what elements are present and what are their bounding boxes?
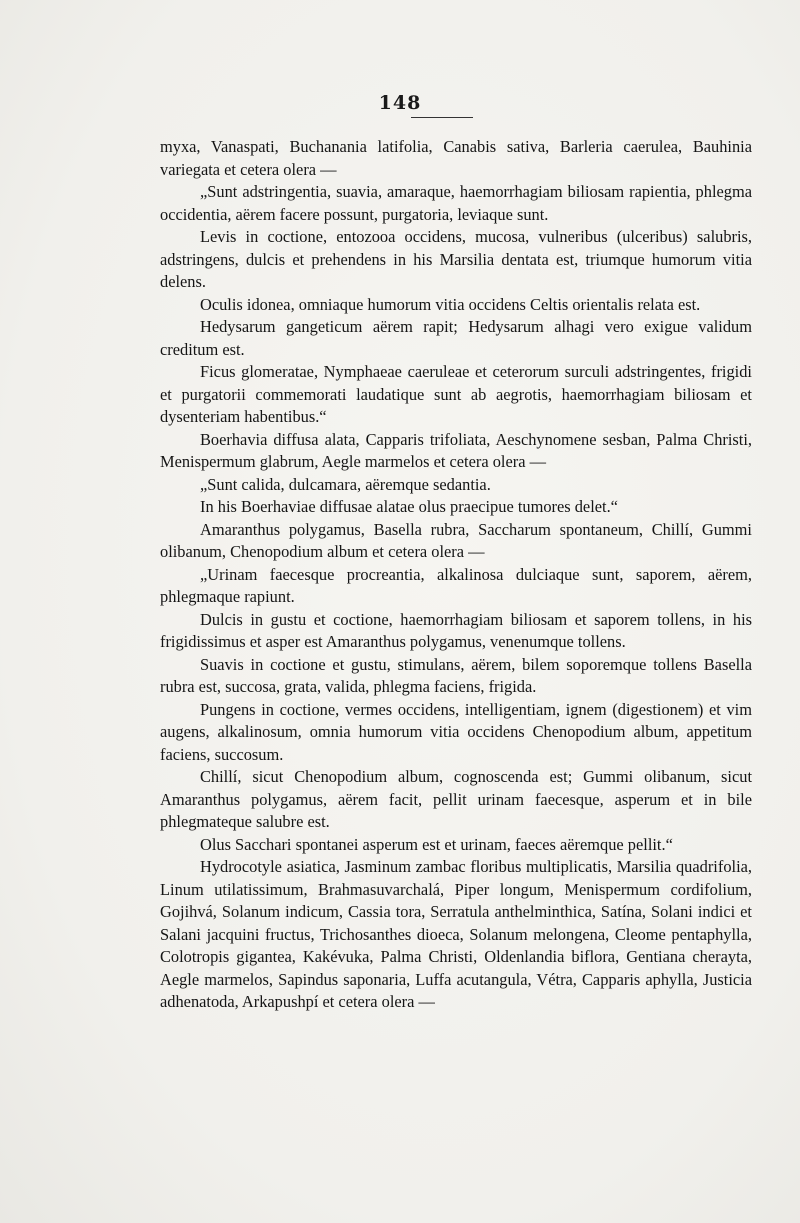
paragraph: Dulcis in gustu et coctione, haemorrhagiam biliosam et saporem tollens, in his frigidissimus et asper est Amaranthus polygamus, venenumque tollens. bbox=[160, 609, 752, 651]
paragraph: „Sunt calida, dulcamara, aëremque sedantia. bbox=[200, 474, 491, 494]
paragraph: Chillí, sicut Chenopodium album, cognoscenda est; Gummi olibanum, sicut Amaranthus polygamus, aërem facit, pellit urinam faecesque, asperum et in bile phlegmateque salubre est. bbox=[160, 767, 752, 831]
page-number-rule bbox=[411, 117, 473, 118]
page-number: 148 bbox=[378, 92, 422, 114]
paragraph: In his Boerhaviae diffusae alatae olus praecipue tumores delet.“ bbox=[200, 497, 618, 516]
paragraph: Oculis idonea, omniaque humorum vitia occidens Celtis orientalis relata est. bbox=[200, 294, 701, 314]
paragraph: Hydrocotyle asiatica, Jasminum zambac floribus multiplicatis, Marsilia quadrifolia, Linum utilatissimum, Brahmasuvarchalá, Piper longum, Menispermum cordifolium, Gojihvá, Solanum indicum, Cassia tora, Serratula anthelminthica, Satína, Solani indici et Salani jacquini fructus, Trichosanthes dioeca, Solanum melongena, Cleome pentaphylla, Colotropis gigantea, Kakévuka, Palma Christi, Oldenlandia biflora, Gentiana cherayta, Aegle marmelos, Sapindus saponaria, Luffa acutangula, Vétra, Capparis aphylla, Justicia adhenatoda, Arkapushpí et cetera olera — bbox=[160, 857, 752, 1011]
paragraph: Ficus glomeratae, Nymphaeae caeruleae et ceterorum surculi adstringentes, frigidi et purgatorii commemorati laudatique sunt ab aegrotis, haemorrhagiam biliosam et dysenteriam habentibus.“ bbox=[160, 362, 752, 426]
body-text bbox=[160, 136, 752, 1014]
paragraph: myxa, Vanaspati, Buchanania latifolia, Canabis sativa, Barleria caerulea, Bauhinia variegata et cetera olera — bbox=[160, 137, 752, 179]
paragraph: Levis in coctione, entozooa occidens, mucosa, vulneribus (ulceribus) salubris, adstringens, dulcis et prehendens in his Marsilia dentata est, triumque humorum vitia delens. bbox=[160, 227, 752, 291]
paragraph: „Urinam faecesque procreantia, alkalinosa dulciaque sunt, saporem, aërem, phlegmaque rapiunt. bbox=[160, 564, 752, 606]
paragraph: „Sunt adstringentia, suavia, amaraque, haemorrhagiam biliosam rapientia, phlegma occidentia, aërem facere possunt, purgatoria, leviaque sunt. bbox=[160, 182, 752, 224]
paragraph: Hedysarum gangeticum aërem rapit; Hedysarum alhagi vero exigue validum creditum est. bbox=[160, 317, 752, 359]
paragraph: Boerhavia diffusa alata, Capparis trifoliata, Aeschynomene sesban, Palma Christi, Menispermum glabrum, Aegle marmelos et cetera olera — bbox=[160, 429, 752, 471]
paragraph: Pungens in coctione, vermes occidens, intelligentiam, ignem (digestionem) et vim augens, alkalinosum, omnia humorum vitia occidens Chenopodium album, appetitum faciens, succosum. bbox=[160, 699, 752, 764]
paragraph: Olus Sacchari spontanei asperum est et urinam, faeces aëremque pellit.“ bbox=[200, 834, 673, 854]
paragraph: Amaranthus polygamus, Basella rubra, Saccharum spontaneum, Chillí, Gummi olibanum, Chenopodium album et cetera olera — bbox=[160, 519, 752, 561]
paragraph: Suavis in coctione et gustu, stimulans, aërem, bilem soporemque tollens Basella rubra est, succosa, grata, valida, phlegma faciens, frigida. bbox=[160, 654, 752, 696]
